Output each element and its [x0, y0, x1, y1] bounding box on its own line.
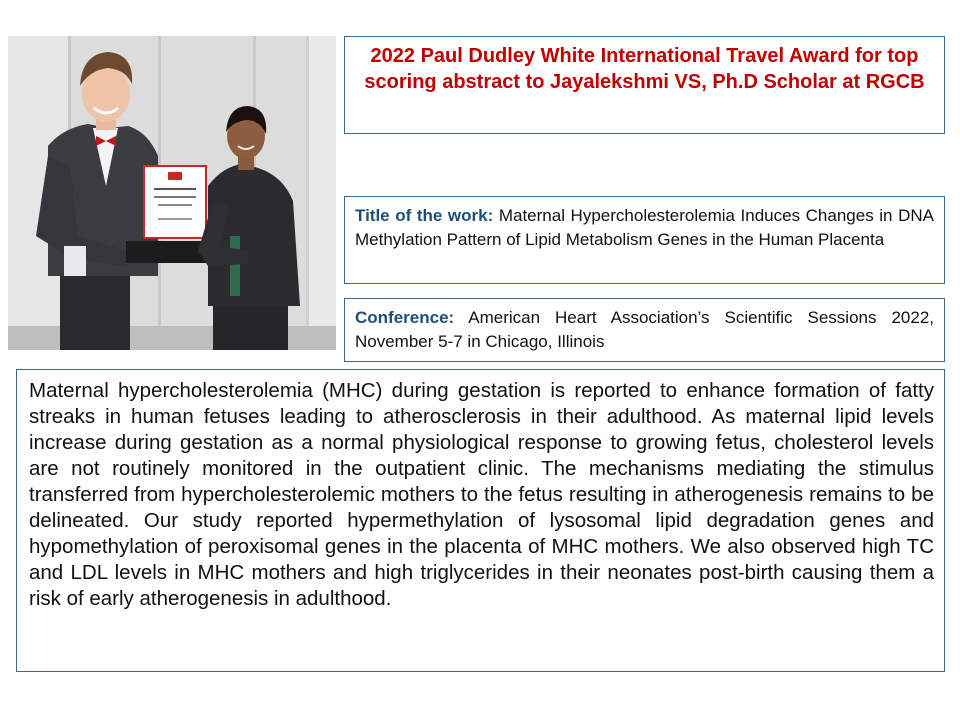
award-photo-illustration [8, 36, 336, 350]
award-photo [8, 36, 336, 350]
award-heading-box [344, 36, 945, 134]
conference-label: Conference: [355, 308, 455, 327]
conference-text: American Heart Association’s Scientific Sessions 2022, November 5-7 in Chicago, Illinois [355, 308, 934, 351]
work-title-label: Title of the work: [355, 206, 494, 225]
abstract-text: Maternal hypercholesterolemia (MHC) during gestation is reported to enhance formation of fatty streaks in human fetuses leading to atherosclerosis in their adulthood. As maternal lipid levels increase during gestation as a normal physiological response to growing fetus, cholesterol levels are not routinely monitored in the outpatient clinic. The mechanisms mediating the stimulus transferred from hypercholesterolemic mothers to the fetus resulting in atherogenesis remains to be delineated. Our study reported hypermethylation of lysosomal lipid degradation genes and hypomethylation of peroxisomal genes in the placenta of MHC mothers. We also observed high TC and LDL levels in MHC mothers and high triglycerides in their neonates post-birth causing them a risk of early atherogenesis in adulthood. [29, 379, 934, 610]
work-title-text: Maternal Hypercholesterolemia Induces Changes in DNA Methylation Pattern of Lipid Metabolism Genes in the Human Placenta [355, 206, 934, 249]
work-title-box [344, 196, 945, 284]
conference-box [344, 298, 945, 362]
award-heading: 2022 Paul Dudley White International Travel Award for top scoring abstract to Jayalekshmi VS, Ph.D Scholar at RGCB [364, 45, 925, 93]
abstract-box [16, 369, 945, 672]
